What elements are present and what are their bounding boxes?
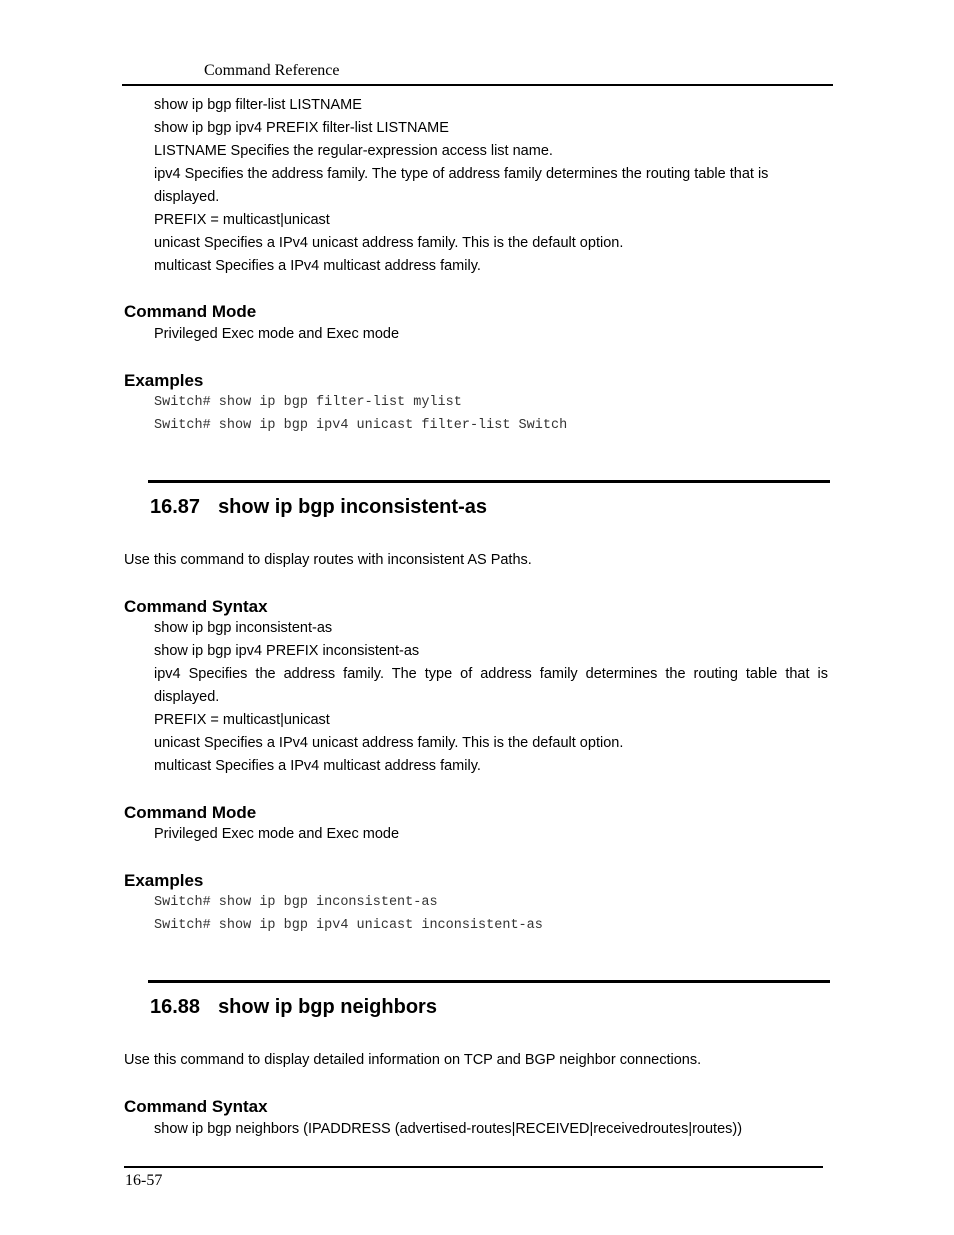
- section-rule: [148, 480, 830, 483]
- example-line: Switch# show ip bgp filter-list mylist: [154, 395, 462, 410]
- examples-block: [154, 391, 567, 437]
- section-title-text: show ip bgp neighbors: [218, 996, 437, 1018]
- param-line: PREFIX = multicast|unicast: [154, 212, 330, 228]
- syntax-line: show ip bgp ipv4 PREFIX filter-list LISTNAME: [154, 120, 449, 136]
- command-mode-text: Privileged Exec mode and Exec mode: [154, 826, 400, 842]
- page-number: 16-57: [125, 1172, 163, 1189]
- example-line: Switch# show ip bgp ipv4 unicast filter-list Switch: [154, 418, 568, 433]
- section-description: Use this command to display routes with inconsistent AS Paths.: [124, 552, 532, 568]
- top-syntax-block: [154, 94, 768, 278]
- param-line: unicast Specifies a IPv4 unicast address family. This is the default option.: [154, 735, 624, 751]
- running-header: Command Reference: [204, 62, 340, 79]
- section-title-text: show ip bgp inconsistent-as: [218, 496, 487, 518]
- section-title: [150, 496, 487, 519]
- section-title: [150, 996, 437, 1019]
- param-line: unicast Specifies a IPv4 unicast address family. This is the default option.: [154, 235, 624, 251]
- syntax-line: show ip bgp ipv4 PREFIX inconsistent-as: [154, 643, 420, 659]
- command-mode-heading: Command Mode: [124, 302, 257, 321]
- section-rule: [148, 980, 830, 983]
- command-syntax-heading: Command Syntax: [124, 597, 268, 616]
- examples-block: [154, 891, 543, 937]
- section-number: 16.88: [150, 996, 201, 1018]
- param-line: multicast Specifies a IPv4 multicast address family.: [154, 258, 481, 274]
- examples-heading: Examples: [124, 871, 204, 890]
- param-line: multicast Specifies a IPv4 multicast address family.: [154, 758, 481, 774]
- param-line: displayed.: [154, 189, 220, 205]
- param-line: displayed.: [154, 689, 220, 705]
- syntax-line: show ip bgp filter-list LISTNAME: [154, 97, 362, 113]
- command-mode-heading: Command Mode: [124, 803, 257, 822]
- command-syntax-heading: Command Syntax: [124, 1097, 268, 1116]
- section-number: 16.87: [150, 496, 201, 518]
- syntax-line: show ip bgp inconsistent-as: [154, 620, 333, 636]
- syntax-block: [154, 617, 828, 778]
- param-line: ipv4 Specifies the address family. The type of address family determines the routing table that is: [154, 666, 828, 682]
- section-description: Use this command to display detailed information on TCP and BGP neighbor connections.: [124, 1052, 702, 1068]
- command-mode-text: Privileged Exec mode and Exec mode: [154, 326, 400, 342]
- example-line: Switch# show ip bgp inconsistent-as: [154, 895, 438, 910]
- example-line: Switch# show ip bgp ipv4 unicast inconsistent-as: [154, 918, 543, 933]
- syntax-line: show ip bgp neighbors (IPADDRESS (advertised-routes|RECEIVED|receivedroutes|routes)): [154, 1121, 743, 1137]
- header-rule: [122, 84, 833, 86]
- param-line: LISTNAME Specifies the regular-expression access list name.: [154, 143, 553, 159]
- footer-rule: [124, 1166, 823, 1168]
- param-line: ipv4 Specifies the address family. The type of address family determines the routing table that is: [154, 166, 769, 182]
- param-line: PREFIX = multicast|unicast: [154, 712, 330, 728]
- examples-heading: Examples: [124, 371, 204, 390]
